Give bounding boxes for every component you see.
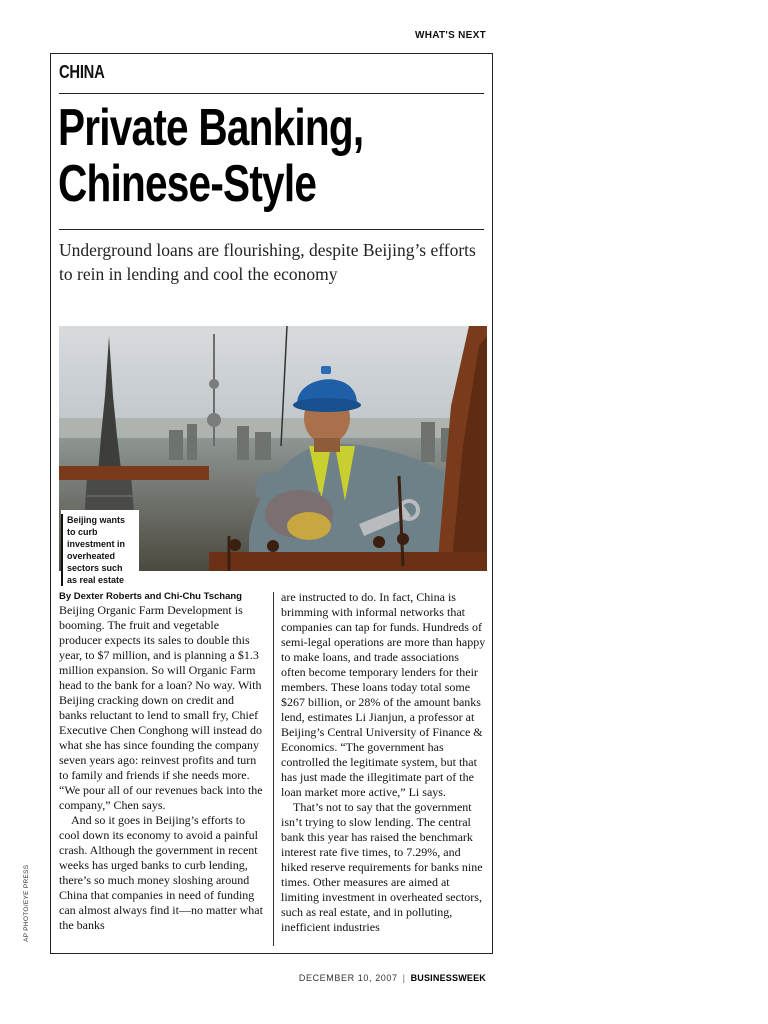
body-paragraph: That’s not to say that the government isn’t trying to slow lending. The central bank this year has raised the benchmark interest rate five times, to 7.29%, and hiked reserve requirements for banks nine times. Other measures are aimed at limiting investment in overheated sectors, such as real estate, and in polluting, inefficient industries: [281, 800, 483, 934]
headline: Private Banking, Chinese-Style: [58, 99, 364, 213]
issue-date: DECEMBER 10, 2007: [298, 973, 398, 983]
byline: By Dexter Roberts and Chi-Chu Tschang: [59, 591, 242, 602]
body-paragraph: are instructed to do. In fact, China is brimming with informal networks that companies can tap for funds. Hundreds of semi-legal operations are more than happy to make loans, and trade associations often become temporary lenders for their members. These loans today total some $267 billion, or 28% of the amount banks lend, estimates Li Jianjun, a professor at Beijing’s Central University of Finance & Economics. “The government has controlled the legitimate system, but that has just made the illegitimate part of the loan market more active,” Li says.: [281, 590, 486, 799]
body-paragraph: And so it goes in Beijing’s efforts to cool down its economy to avoid a painful crash. Although the government in recent weeks has urged banks to curb lending, there’s so much money sloshing around China that companies in need of funding can almost always find it—no matter what the banks: [59, 813, 263, 932]
article-frame: [50, 53, 493, 954]
body-column-1: [59, 590, 264, 933]
kicker: CHINA: [59, 62, 105, 82]
body-column-2: [281, 590, 486, 935]
photo-credit: AP PHOTO/EYE PRESS: [23, 864, 30, 942]
footer-separator: |: [402, 973, 406, 983]
column-divider: [273, 592, 274, 946]
top-rule: [59, 93, 484, 94]
article-photo: [59, 326, 487, 585]
caption-text: Beijing wants to curb investment in overheated sectors such as real estate: [67, 515, 126, 585]
photo-caption: [61, 510, 139, 589]
headline-rule: [59, 229, 484, 230]
publication-name: BUSINESSWEEK: [410, 973, 486, 983]
body-paragraph: Beijing Organic Farm Development is booming. The fruit and vegetable producer expects its sales to double this year, to $7 million, and is planning a $1.3 million expansion. So will Organic Farm head to the bank for a loan? No way. With Beijing cracking down on credit and banks reluctant to lend to small fry, Chief Executive Chen Conghong will instead do what she has since founding the company seven years ago: reinvest profits and turn to family and friends if she needs more. “We pour all of our revenues back into the company,” Chen says.: [59, 603, 263, 812]
section-label: WHAT'S NEXT: [414, 30, 486, 41]
caption-bar: [61, 514, 63, 586]
page-footer: [299, 973, 486, 983]
dek: Underground loans are flourishing, despite Beijing’s efforts to rein in lending and cool the economy: [59, 240, 476, 284]
